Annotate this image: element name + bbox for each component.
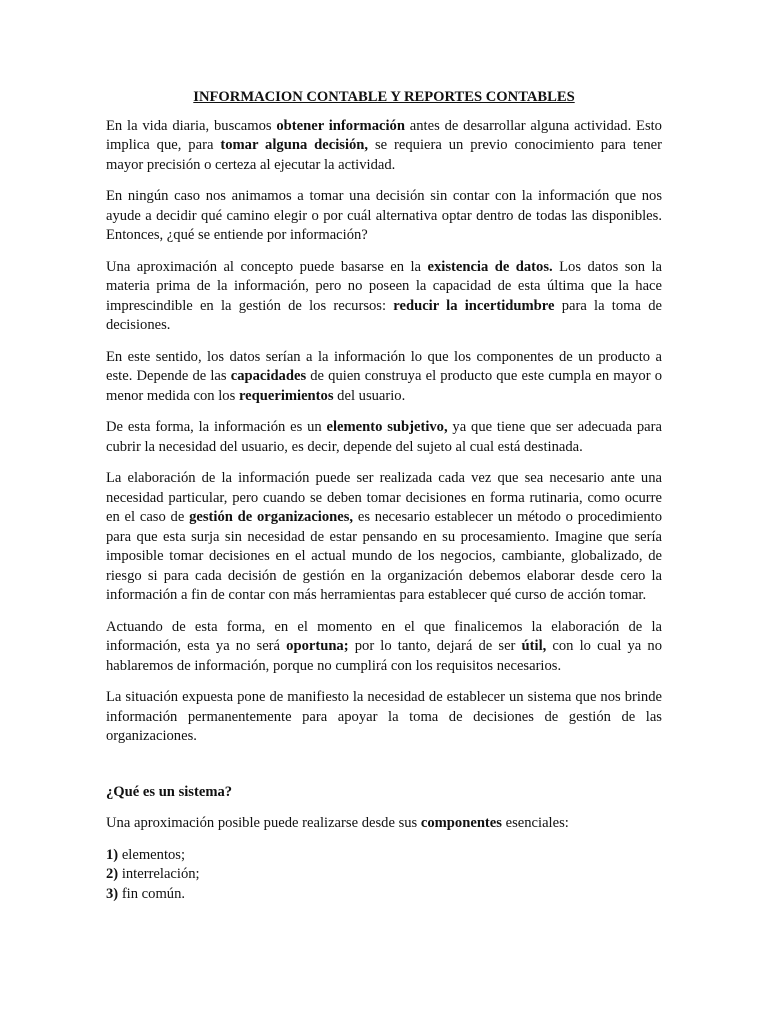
list-item [106,885,662,905]
text-run: En ningún caso nos animamos a tomar una decisión sin contar con la información que nos ayude a decidir qué camino elegir o por cuál alternativa optar dentro de todas las disponibles. Entonces, ¿qué se entiende por información? [106,188,662,243]
bold-text: gestión de organizaciones, [189,509,354,525]
bold-text: componentes [420,815,502,831]
text-run: antes de desarrollar alguna actividad. Esto implica que, para [106,117,662,153]
bold-text: obtener información [276,117,405,134]
text-run: con lo cual ya no hablaremos de información, porque no cumplirá con los requisitos necesarios. [106,638,663,674]
list-item-text: fin común. [118,885,186,902]
bold-text: oportuna; [286,638,349,654]
text-run: Los datos son la materia prima de la información, pero no poseen la capacidad de esta última que la hace imprescindible en la gestión de los recursos: [106,258,662,314]
list-item-number: 2) [106,866,119,882]
paragraph [106,418,662,457]
text-run: Actuando de esta forma, en el momento en el que finalicemos la elaboración de la información, esta ya no será [106,618,662,654]
text-run: es necesario establecer un método o procedimiento para que esta surja sin necesidad de estar pensando en su procesamiento. Imagine que sería imposible tomar decisiones en el actual mundo de los negocios, cambiante, globalizado, de riesgo si para cada decisión de gestión en la organización debemos elaborar desde cero la información a fin de contar con más herramientas para establecer qué curso de acción tomar. [106,509,662,603]
list-item-text: interrelación; [118,866,200,882]
bold-text: requerimientos [238,387,334,404]
bold-text: elemento subjetivo, [326,419,448,435]
paragraph [106,688,662,747]
text-run: de quien construya el producto que este cumpla en mayor o menor medida con los [106,368,662,404]
list-item [106,846,662,866]
text-run: esenciales: [501,815,569,831]
text-run: De esta forma, la información es un [106,419,327,435]
text-run: La situación expuesta pone de manifiesto la necesidad de establecer un sistema que nos brinde información permanentemente para apoyar la toma de decisiones de gestión de las organizaciones. [106,689,662,744]
section-intro [106,814,662,834]
text-run: La elaboración de la información puede ser realizada cada vez que sea necesario ante una necesidad particular, pero cuando se deben tomar decisiones en forma rutinaria, como ocurre en el caso de [106,470,662,525]
document-page [106,88,662,904]
text-run: para la toma de decisiones. [106,297,662,333]
list-item [106,865,662,885]
paragraph [106,258,662,336]
list-item-number: 1) [106,846,119,863]
text-run: se requiera un previo conocimiento para tener mayor precisión o certeza al ejecutar la actividad. [106,137,662,173]
text-run: Una aproximación al concepto puede basarse en la [106,258,428,275]
text-run: del usuario. [333,387,406,404]
paragraph [106,187,662,246]
text-run: En la vida diaria, buscamos [106,117,277,134]
bold-text: útil, [521,638,547,654]
bold-text: reducir la incertidumbre [393,297,555,314]
components-list [106,846,662,905]
text-run: por lo tanto, dejará de ser [348,638,522,654]
text-run: ya que tiene que ser adecuada para cubrir la necesidad del usuario, es decir, depende del sujeto al cual está destinada. [106,419,662,455]
document-title: INFORMACION CONTABLE Y REPORTES CONTABLES [193,89,575,105]
paragraph [106,117,662,176]
section-heading: ¿Qué es un sistema? [106,783,233,800]
body-paragraphs [106,117,662,747]
list-item-number: 3) [106,885,119,902]
paragraph [106,469,662,606]
text-run: Una aproximación posible puede realizarse desde sus [106,815,421,831]
paragraph [106,618,662,677]
bold-text: tomar alguna decisión, [220,137,369,153]
bold-text: capacidades [230,368,307,384]
paragraph [106,348,662,407]
bold-text: existencia de datos. [427,258,553,275]
text-run: En este sentido, los datos serían a la información lo que los componentes de un producto a este. Depende de las [106,348,662,384]
list-item-text: elementos; [118,846,186,863]
